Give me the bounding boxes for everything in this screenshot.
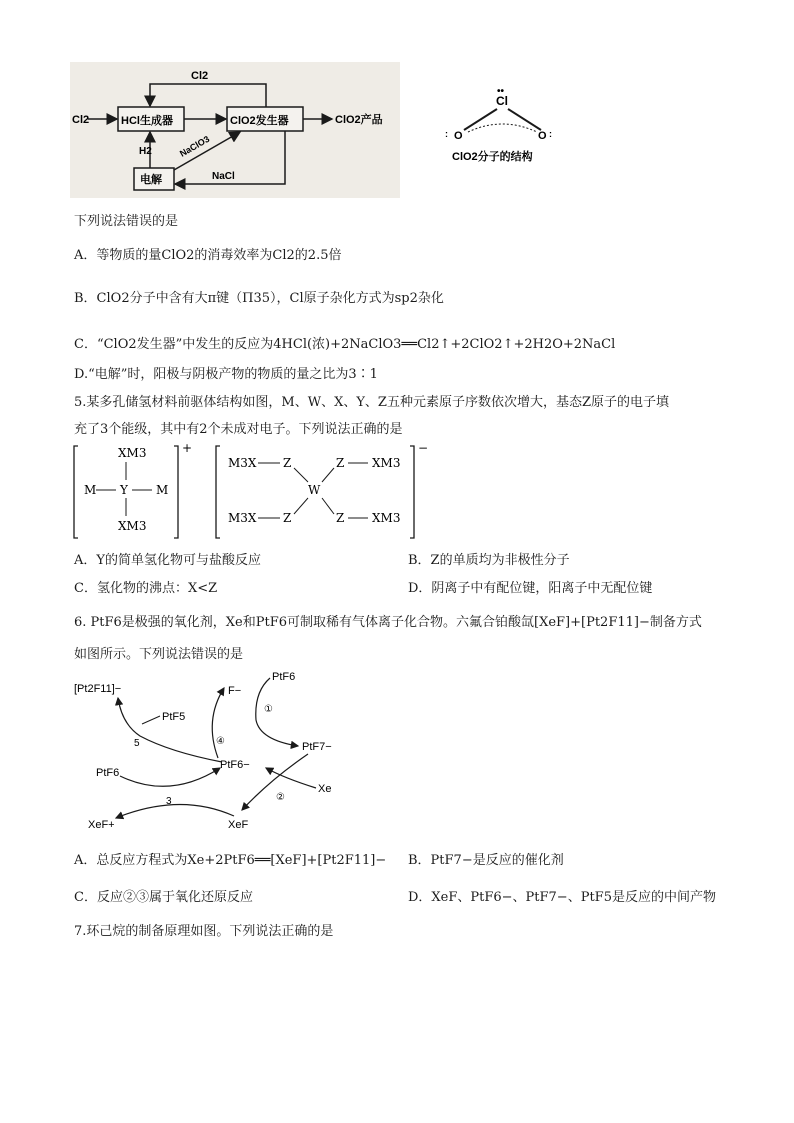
- clo2-product-label: ClO2产品: [335, 114, 383, 126]
- ptf6-minus-label: PtF6−: [220, 759, 250, 771]
- q6-cycle-figure: [70, 670, 370, 834]
- clo2-generator-label: ClO2发生器: [230, 115, 289, 127]
- cation-bottom-group: XM3: [118, 519, 147, 533]
- q7-stem: 7.环己烷的制备原理如图。下列说法正确的是: [74, 924, 334, 939]
- cl-atom: Cl: [496, 94, 508, 108]
- ptf7-label: PtF7−: [302, 741, 332, 753]
- xe-label: Xe: [318, 783, 332, 795]
- process-flow-diagram: [70, 62, 400, 198]
- q4-stem: 下列说法错误的是: [74, 214, 179, 229]
- anion-top-right-group: XM3: [372, 456, 401, 470]
- h2-label: H2: [139, 146, 152, 157]
- q6-stem-line1: 6. PtF6是极强的氧化剂，Xe和PtF6可制取稀有气体离子化合物。六氟合铂酸氙[XeF]+[Pt2F11]−制备方式: [74, 615, 702, 630]
- xef-plus-label: XeF+: [88, 819, 115, 831]
- q5-structure-figure: [70, 440, 450, 544]
- step-5-label: 5: [134, 738, 140, 749]
- q4-option-b: B．ClO2分子中含有大π键（Π35），Cl原子杂化方式为sp2杂化: [74, 291, 444, 306]
- step-2-label: ②: [276, 792, 285, 803]
- f-minus-label: F−: [228, 685, 242, 697]
- q6-option-c: C．反应②③属于氧化还原反应: [74, 890, 253, 905]
- pt2f11-label: [Pt2F11]−: [74, 683, 122, 695]
- anion-top-z1: Z: [283, 456, 292, 470]
- anion-bottom-right-group: XM3: [372, 511, 401, 525]
- q4-option-c: C．“ClO2发生器”中发生的反应为4HCl(浓)+2NaClO3══Cl2↑+2ClO2↑+2H2O+2NaCl: [74, 337, 616, 352]
- q6-option-d: D．XeF、PtF6−、PtF7−、PtF5是反应的中间产物: [408, 890, 716, 905]
- q5-option-a: A．Y的简单氢化物可与盐酸反应: [74, 553, 261, 568]
- clo2-structure-diagram: [440, 86, 570, 170]
- o-left-lone-pair: :: [445, 129, 448, 139]
- cation-charge: +: [182, 441, 193, 455]
- o-right-lone-pair: :: [549, 129, 552, 139]
- clo2-structure-caption: ClO2分子的结构: [452, 151, 533, 163]
- electrolysis-label: 电解: [140, 174, 162, 186]
- q6-cycle-diagram: [70, 670, 370, 834]
- cation-left-m: M: [84, 483, 97, 497]
- o-right-atom: O: [538, 130, 547, 142]
- anion-charge: −: [418, 441, 429, 455]
- anion-bottom-left-group: M3X: [228, 511, 257, 525]
- step-4-label: ④: [216, 736, 225, 747]
- o-left-atom: O: [454, 130, 463, 142]
- q5-option-c: C．氢化物的沸点：X<Z: [74, 581, 218, 596]
- ptf6-top-label: PtF6: [272, 671, 296, 683]
- anion-top-z2: Z: [336, 456, 345, 470]
- naclo3-label: NaClO3: [178, 133, 212, 159]
- q5-stem-line1: 5.某多孔储氢材料前驱体结构如图，M、W、X、Y、Z五种元素原子序数依次增大，基态Z原子的电子填: [74, 395, 669, 410]
- q5-option-b: B．Z的单质均为非极性分子: [408, 553, 570, 568]
- cl2-input-label: Cl2: [72, 114, 90, 126]
- anion-bottom-z2: Z: [336, 511, 345, 525]
- q4-option-a: A．等物质的量ClO2的消毒效率为Cl2的2.5倍: [74, 248, 342, 263]
- anion-bottom-z1: Z: [283, 511, 292, 525]
- step-1-label: ①: [264, 704, 273, 715]
- cation-center-y: Y: [120, 483, 128, 497]
- cl-lone-pair: ••: [497, 86, 505, 97]
- cation-top-group: XM3: [118, 446, 147, 460]
- q4-option-d: D.“电解”时，阳极与阴极产物的物质的量之比为3∶1: [74, 367, 378, 382]
- clo2-structure-figure: [440, 86, 570, 170]
- q6-option-b: B．PtF7−是反应的催化剂: [408, 853, 564, 868]
- q6-stem-line2: 如图所示。下列说法错误的是: [74, 647, 244, 662]
- anion-center-w: W: [308, 483, 321, 497]
- hcl-generator-label: HCl生成器: [121, 115, 173, 127]
- cl2-recycle-label: Cl2: [191, 70, 209, 82]
- xef-label: XeF: [228, 819, 249, 831]
- q6-option-a: A．总反应方程式为Xe+2PtF6══[XeF]+[Pt2F11]−: [74, 853, 387, 868]
- q5-option-d: D．阴离子中有配位键，阳离子中无配位键: [408, 581, 653, 596]
- q5-stem-line2: 充了3个能级，其中有2个未成对电子。下列说法正确的是: [74, 422, 403, 437]
- step-3-label: 3: [166, 796, 172, 807]
- nacl-label: NaCl: [212, 171, 235, 182]
- ptf5-label: PtF5: [162, 711, 186, 723]
- q5-structure-diagram: [70, 440, 450, 544]
- cation-right-m: M: [156, 483, 169, 497]
- ptf6-left-label: PtF6: [96, 767, 120, 779]
- process-flow-figure: [70, 62, 400, 198]
- anion-top-left-group: M3X: [228, 456, 257, 470]
